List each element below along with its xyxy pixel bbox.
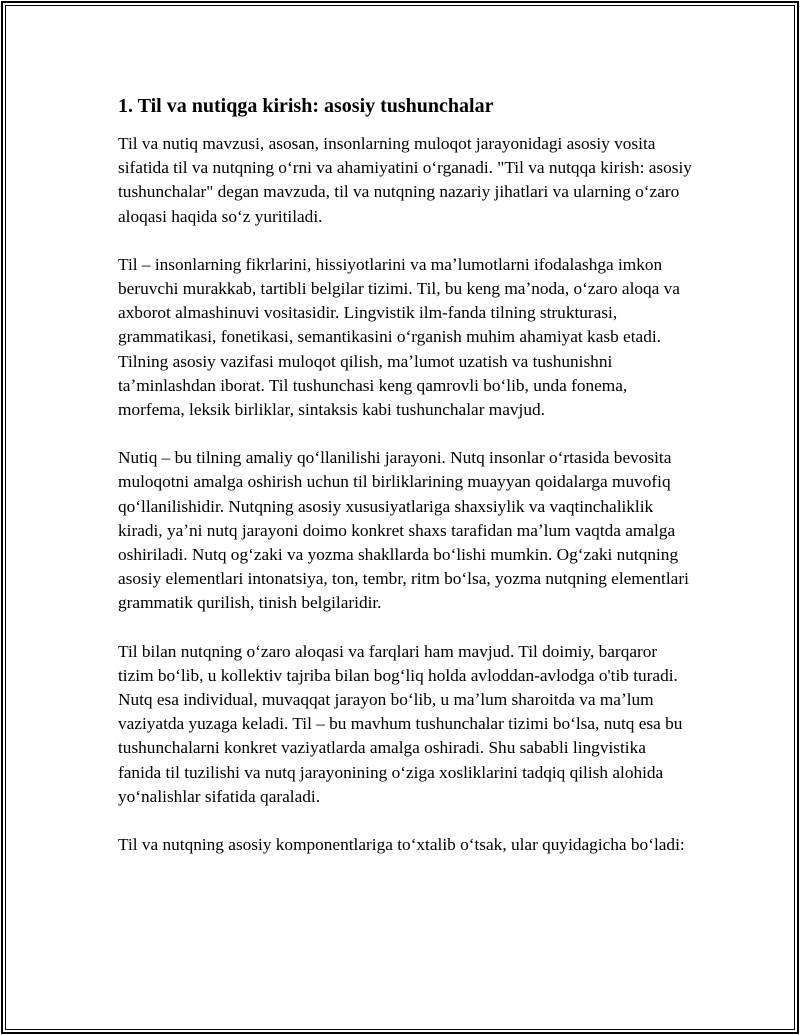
paragraph-components: Til va nutqning asosiy komponentlariga toʻxtalib oʻtsak, ular quyidagicha boʻladi: — [118, 835, 685, 855]
section-heading: 1. Til va nutiqga kirish: asosiy tushunchalar — [118, 95, 494, 117]
paragraph-relation: Til bilan nutqning oʻzaro aloqasi va farqlari ham mavjud. Til doimiy, barqaror tizim boʻlib, u kollektiv tajriba bilan bogʻliq holda avloddan-avlodga o'tib turadi. Nutq esa individual, muvaqqat jarayon boʻlib, u maʼlum sharoitda va maʼlum vaziyatda yuzaga keladi. Til – bu mavhum tushunchalar tizimi boʻlsa, nutq esa bu tushunchalarni konkret vaziyatlarda amalga oshiradi. Shu sababli lingvistika fanida til tuzilishi va nutq jarayonining oʻziga xosliklarini tadqiq qilish alohida yoʻnalishlar sifatida qaraladi. — [118, 641, 683, 806]
paragraph-nutiq: Nutiq – bu tilning amaliy qoʻllanilishi jarayoni. Nutq insonlar oʻrtasida bevosita muloqotni amalga oshirish uchun til birliklarining muayyan qoidalarga muvofiq qoʻllanilishidir. Nutqning asosiy xususiyatlariga shaxsiylik va vaqtinchaliklik kiradi, yaʼni nutq jarayoni doimo konkret shaxs tarafidan maʼlum vaqtda amalga oshiriladi. Nutq ogʻzaki va yozma shakllarda boʻlishi mumkin. Ogʻzaki nutqning asosiy elementlari intonatsiya, ton, tembr, ritm boʻlsa, yozma nutqning elementlari grammatik qurilish, tinish belgilaridir. — [118, 448, 689, 613]
document-body — [118, 93, 693, 881]
paragraph-intro: Til va nutiq mavzusi, asosan, insonlarning muloqot jarayonidagi asosiy vosita sifatida til va nutqning oʻrni va ahamiyatini oʻrganadi. "Til va nutqqa kirish: asosiy tushunchalar" degan mavzuda, til va nutqning nazariy jihatlari va ularning oʻzaro aloqasi haqida soʻz yuritiladi. — [118, 134, 692, 226]
paragraph-til: Til – insonlarning fikrlarini, hissiyotlarini va maʼlumotlarni ifodalashga imkon beruvchi murakkab, tartibli belgilar tizimi. Til, bu keng maʼnoda, oʻzaro aloqa va axborot almashinuvi vositasidir. Lingvistik ilm-fanda tilning strukturasi, grammatikasi, fonetikasi, semantikasini oʻrganish muhim ahamiyat kasb etadi. Tilning asosiy vazifasi muloqot qilish, maʼlumot uzatish va tushunishni taʼminlashdan iborat. Til tushunchasi keng qamrovli boʻlib, unda fonema, morfema, leksik birliklar, sintaksis kabi tushunchalar mavjud. — [118, 254, 680, 420]
